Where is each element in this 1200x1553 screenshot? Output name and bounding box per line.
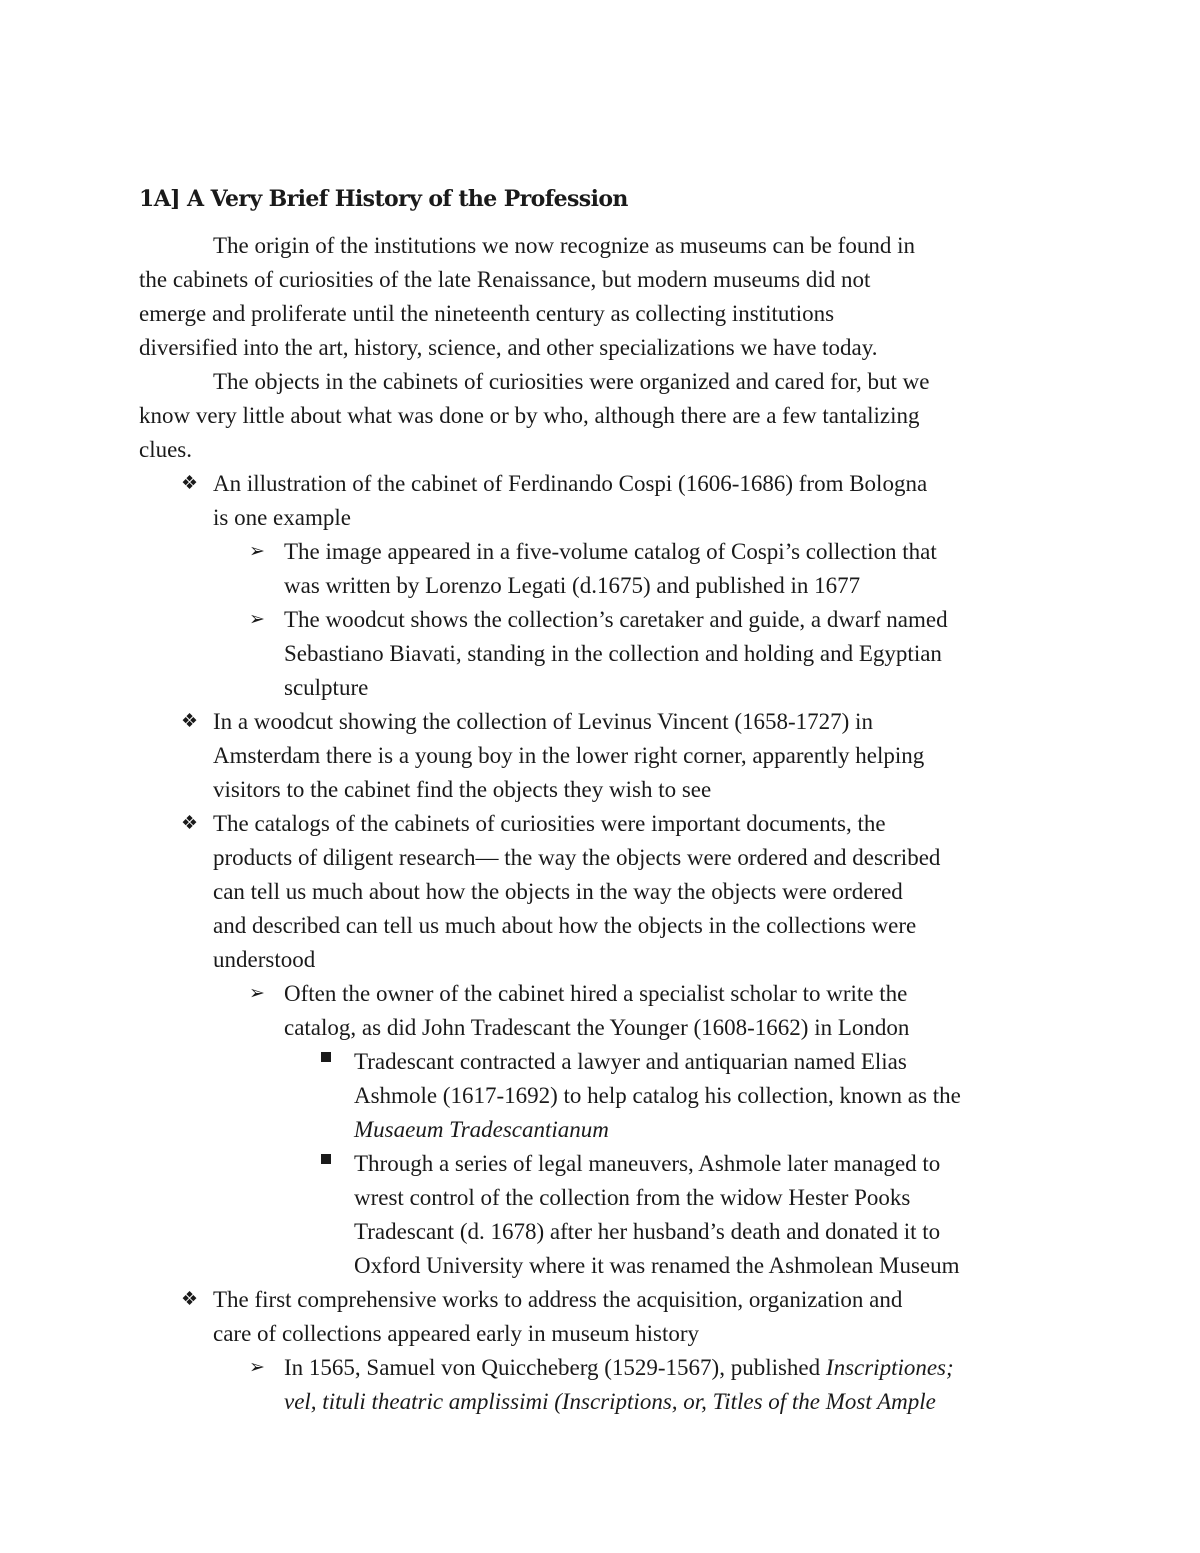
diamond-bullet-icon: ❖ [181,473,199,494]
musaeum-title: Musaeum Tradescantianum [354,1117,609,1142]
bullet-3-line-4: and described can tell us much about how the objects in the collections were [213,913,917,938]
bullet-1-sub-2-line-1: The woodcut shows the collection’s caretaker and guide, a dwarf named [284,607,948,632]
diamond-bullet-icon: ❖ [181,1289,199,1310]
bullet-3-line-3: can tell us much about how the objects in the way the objects were ordered [213,879,903,904]
bullet-1-sub-2-line-3: sculpture [284,675,369,700]
inscriptiones-title: Inscriptiones; [825,1355,954,1380]
paragraph-2-line-3: clues. [139,437,193,462]
bullet-4-sub-1-line-2 [284,1385,936,1419]
bullet-1-sub-1-line-2: was written by Lorenzo Legati (d.1675) and published in 1677 [284,573,861,598]
bullet-3-subsub-1-italic-title [354,1113,609,1147]
bullet-3-line-1: The catalogs of the cabinets of curiosities were important documents, the [213,811,886,836]
square-bullet-icon [321,1154,331,1164]
arrow-bullet-icon: ➢ [249,1357,265,1378]
paragraph-1-line-3: emerge and proliferate until the nineteenth century as collecting institutions [139,301,835,326]
diamond-bullet-icon: ❖ [181,711,199,732]
inscriptiones-title-continued: vel, tituli theatric amplissimi (Inscriptions, or, Titles of the Most Ample [284,1389,936,1414]
bullet-3-line-2: products of diligent research— the way the objects were ordered and described [213,845,941,870]
arrow-bullet-icon: ➢ [249,609,265,630]
bullet-3-subsub-2-line-1: Through a series of legal maneuvers, Ashmole later managed to [354,1151,941,1176]
section-heading: 1A] A Very Brief History of the Profession [139,186,628,212]
diamond-bullet-icon: ❖ [181,813,199,834]
bullet-2-line-3: visitors to the cabinet find the objects they wish to see [213,777,712,802]
square-bullet-icon [321,1052,331,1062]
paragraph-2-line-2: know very little about what was done or by who, although there are a few tantalizing [139,403,920,428]
bullet-3-sub-1-line-1: Often the owner of the cabinet hired a specialist scholar to write the [284,981,908,1006]
paragraph-1-line-1: The origin of the institutions we now recognize as museums can be found in [213,233,915,258]
bullet-1-sub-1-line-1: The image appeared in a five-volume catalog of Cospi’s collection that [284,539,937,564]
bullet-2-line-1: In a woodcut showing the collection of Levinus Vincent (1658-1727) in [213,709,873,734]
bullet-1-line-1: An illustration of the cabinet of Ferdinando Cospi (1606-1686) from Bologna [213,471,928,496]
arrow-bullet-icon: ➢ [249,983,265,1004]
bullet-3-subsub-2-line-3: Tradescant (d. 1678) after her husband’s death and donated it to [354,1219,941,1244]
bullet-1-sub-2-line-2: Sebastiano Biavati, standing in the collection and holding and Egyptian [284,641,942,666]
bullet-4-line-1: The first comprehensive works to address the acquisition, organization and [213,1287,903,1312]
bullet-3-subsub-2-line-2: wrest control of the collection from the widow Hester Pooks [354,1185,911,1210]
bullet-3-line-5: understood [213,947,316,972]
bullet-3-subsub-1-line-2: Ashmole (1617-1692) to help catalog his collection, known as the [354,1083,961,1108]
bullet-4-sub-1-line-1 [284,1351,954,1385]
bullet-1-line-2: is one example [213,505,351,530]
bullet-3-sub-1-line-2: catalog, as did John Tradescant the Younger (1608-1662) in London [284,1015,910,1040]
bullet-3-subsub-2-line-4: Oxford University where it was renamed the Ashmolean Museum [354,1253,960,1278]
bullet-3-subsub-1-line-1: Tradescant contracted a lawyer and antiquarian named Elias [354,1049,907,1074]
quiccheberg-text: In 1565, Samuel von Quiccheberg (1529-1567), published [284,1355,826,1380]
paragraph-1-line-2: the cabinets of curiosities of the late Renaissance, but modern museums did not [139,267,871,292]
paragraph-2-line-1: The objects in the cabinets of curiosities were organized and cared for, but we [213,369,930,394]
bullet-4-line-2: care of collections appeared early in museum history [213,1321,700,1346]
bullet-2-line-2: Amsterdam there is a young boy in the lower right corner, apparently helping [213,743,925,768]
paragraph-1-line-4: diversified into the art, history, science, and other specializations we have today. [139,335,878,360]
arrow-bullet-icon: ➢ [249,541,265,562]
